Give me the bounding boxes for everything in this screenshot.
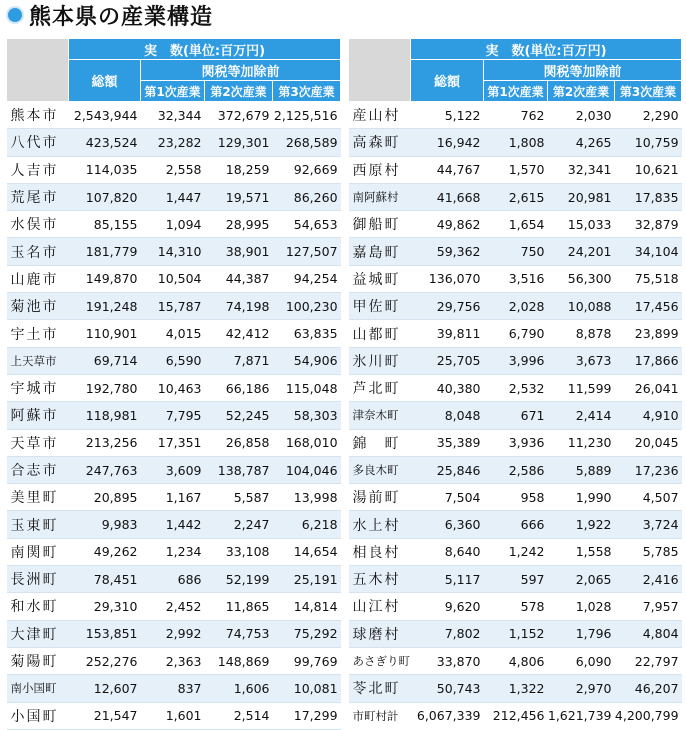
primary-value: 2,532 bbox=[484, 374, 548, 401]
secondary-value: 11,865 bbox=[205, 593, 273, 620]
municipality-name: 玉名市 bbox=[7, 238, 69, 265]
total-value: 149,870 bbox=[69, 265, 141, 292]
table-row bbox=[349, 511, 682, 538]
total-value: 8,640 bbox=[411, 538, 484, 565]
tertiary-value: 268,589 bbox=[273, 129, 341, 156]
primary-value: 1,570 bbox=[484, 156, 548, 183]
table-row bbox=[349, 102, 682, 129]
primary-value: 2,586 bbox=[484, 456, 548, 483]
primary-value: 2,028 bbox=[484, 293, 548, 320]
before-tariff-header: 関税等加除前 bbox=[484, 60, 682, 81]
secondary-value: 19,571 bbox=[205, 183, 273, 210]
table-row bbox=[349, 675, 682, 702]
primary-header: 第1次産業 bbox=[141, 81, 205, 102]
total-value: 114,035 bbox=[69, 156, 141, 183]
table-row bbox=[7, 211, 341, 238]
municipality-name: 西原村 bbox=[349, 156, 411, 183]
secondary-value: 1,028 bbox=[548, 593, 615, 620]
total-value: 247,763 bbox=[69, 456, 141, 483]
primary-value: 2,615 bbox=[484, 183, 548, 210]
primary-value: 4,806 bbox=[484, 647, 548, 674]
municipality-name: 相良村 bbox=[349, 538, 411, 565]
municipality-name: 長洲町 bbox=[7, 566, 69, 593]
secondary-value: 52,199 bbox=[205, 566, 273, 593]
municipality-name: 菊陽町 bbox=[7, 647, 69, 674]
secondary-value: 7,871 bbox=[205, 347, 273, 374]
municipality-name: 玉東町 bbox=[7, 511, 69, 538]
secondary-value: 11,230 bbox=[548, 429, 615, 456]
primary-value: 6,790 bbox=[484, 320, 548, 347]
total-value: 7,504 bbox=[411, 484, 484, 511]
table-row bbox=[7, 484, 341, 511]
total-value: 40,380 bbox=[411, 374, 484, 401]
municipality-name: 五木村 bbox=[349, 566, 411, 593]
table-row bbox=[7, 129, 341, 156]
tertiary-value: 32,879 bbox=[615, 211, 682, 238]
municipality-name: 高森町 bbox=[349, 129, 411, 156]
tertiary-value: 99,769 bbox=[273, 647, 341, 674]
secondary-value: 2,970 bbox=[548, 675, 615, 702]
municipality-name: 水上村 bbox=[349, 511, 411, 538]
secondary-value: 2,065 bbox=[548, 566, 615, 593]
tertiary-value: 94,254 bbox=[273, 265, 341, 292]
total-value: 192,780 bbox=[69, 374, 141, 401]
secondary-value: 2,414 bbox=[548, 402, 615, 429]
primary-value: 1,442 bbox=[141, 511, 205, 538]
primary-header: 第1次産業 bbox=[484, 81, 548, 102]
tertiary-value: 6,218 bbox=[273, 511, 341, 538]
table-row bbox=[349, 129, 682, 156]
table-row bbox=[349, 456, 682, 483]
tertiary-value: 25,191 bbox=[273, 566, 341, 593]
total-value: 213,256 bbox=[69, 429, 141, 456]
municipality-name: 八代市 bbox=[7, 129, 69, 156]
municipality-name: 大津町 bbox=[7, 620, 69, 647]
table-row bbox=[7, 647, 341, 674]
municipality-name: 天草市 bbox=[7, 429, 69, 456]
table-row bbox=[7, 620, 341, 647]
primary-value: 958 bbox=[484, 484, 548, 511]
primary-value: 1,234 bbox=[141, 538, 205, 565]
municipality-name: 荒尾市 bbox=[7, 183, 69, 210]
secondary-value: 44,387 bbox=[205, 265, 273, 292]
primary-value: 750 bbox=[484, 238, 548, 265]
primary-value: 3,516 bbox=[484, 265, 548, 292]
primary-value: 1,094 bbox=[141, 211, 205, 238]
secondary-value: 129,301 bbox=[205, 129, 273, 156]
tertiary-value: 22,797 bbox=[615, 647, 682, 674]
municipality-name: 湯前町 bbox=[349, 484, 411, 511]
total-value: 25,705 bbox=[411, 347, 484, 374]
tertiary-value: 34,104 bbox=[615, 238, 682, 265]
table-row bbox=[7, 183, 341, 210]
secondary-value: 52,245 bbox=[205, 402, 273, 429]
primary-value: 2,452 bbox=[141, 593, 205, 620]
total-value: 69,714 bbox=[69, 347, 141, 374]
table-row bbox=[349, 374, 682, 401]
secondary-value: 2,514 bbox=[205, 702, 273, 729]
table-row bbox=[7, 593, 341, 620]
tertiary-value: 54,906 bbox=[273, 347, 341, 374]
primary-value: 23,282 bbox=[141, 129, 205, 156]
total-value: 7,802 bbox=[411, 620, 484, 647]
table-row bbox=[7, 265, 341, 292]
municipality-name: 阿蘇市 bbox=[7, 402, 69, 429]
primary-value: 1,808 bbox=[484, 129, 548, 156]
primary-value: 686 bbox=[141, 566, 205, 593]
secondary-value: 1,922 bbox=[548, 511, 615, 538]
total-value: 49,262 bbox=[69, 538, 141, 565]
tertiary-value: 17,236 bbox=[615, 456, 682, 483]
municipality-name: 熊本市 bbox=[7, 102, 69, 129]
primary-value: 32,344 bbox=[141, 102, 205, 129]
primary-value: 1,654 bbox=[484, 211, 548, 238]
total-value: 8,048 bbox=[411, 402, 484, 429]
primary-value: 14,310 bbox=[141, 238, 205, 265]
secondary-value: 56,300 bbox=[548, 265, 615, 292]
table-row bbox=[349, 620, 682, 647]
total-value: 39,811 bbox=[411, 320, 484, 347]
municipality-name: 甲佐町 bbox=[349, 293, 411, 320]
tertiary-value: 104,046 bbox=[273, 456, 341, 483]
total-value: 49,862 bbox=[411, 211, 484, 238]
secondary-value: 38,901 bbox=[205, 238, 273, 265]
tertiary-value: 2,416 bbox=[615, 566, 682, 593]
tertiary-value: 5,785 bbox=[615, 538, 682, 565]
secondary-value: 24,201 bbox=[548, 238, 615, 265]
secondary-value: 15,033 bbox=[548, 211, 615, 238]
table-row bbox=[7, 320, 341, 347]
secondary-value: 138,787 bbox=[205, 456, 273, 483]
table-row bbox=[349, 484, 682, 511]
primary-value: 17,351 bbox=[141, 429, 205, 456]
municipality-name: 産山村 bbox=[349, 102, 411, 129]
secondary-value: 1,796 bbox=[548, 620, 615, 647]
secondary-value: 1,990 bbox=[548, 484, 615, 511]
tertiary-value: 54,653 bbox=[273, 211, 341, 238]
secondary-value: 26,858 bbox=[205, 429, 273, 456]
total-value: 5,122 bbox=[411, 102, 484, 129]
total-value: 44,767 bbox=[411, 156, 484, 183]
primary-value: 1,447 bbox=[141, 183, 205, 210]
total-value: 423,524 bbox=[69, 129, 141, 156]
table-row bbox=[7, 429, 341, 456]
municipality-name: 益城町 bbox=[349, 265, 411, 292]
tertiary-value: 4,910 bbox=[615, 402, 682, 429]
primary-value: 666 bbox=[484, 511, 548, 538]
secondary-value: 11,599 bbox=[548, 374, 615, 401]
tertiary-value: 63,835 bbox=[273, 320, 341, 347]
table-row bbox=[7, 238, 341, 265]
tertiary-value: 2,125,516 bbox=[273, 102, 341, 129]
secondary-value: 1,606 bbox=[205, 675, 273, 702]
primary-value: 1,152 bbox=[484, 620, 548, 647]
actual-header: 実 数(単位:百万円) bbox=[411, 39, 682, 60]
tertiary-value: 7,957 bbox=[615, 593, 682, 620]
total-value: 78,451 bbox=[69, 566, 141, 593]
tertiary-header: 第3次産業 bbox=[615, 81, 682, 102]
total-value: 25,846 bbox=[411, 456, 484, 483]
total-value: 50,743 bbox=[411, 675, 484, 702]
table-row bbox=[7, 374, 341, 401]
secondary-value: 2,030 bbox=[548, 102, 615, 129]
primary-value: 671 bbox=[484, 402, 548, 429]
table-row bbox=[349, 538, 682, 565]
secondary-value: 74,753 bbox=[205, 620, 273, 647]
municipality-name: 菊池市 bbox=[7, 293, 69, 320]
tertiary-value: 75,292 bbox=[273, 620, 341, 647]
municipality-name: 山都町 bbox=[349, 320, 411, 347]
table-row bbox=[7, 102, 341, 129]
tertiary-value: 10,081 bbox=[273, 675, 341, 702]
municipality-name: 氷川町 bbox=[349, 347, 411, 374]
tertiary-value: 10,621 bbox=[615, 156, 682, 183]
secondary-value: 33,108 bbox=[205, 538, 273, 565]
table-row bbox=[349, 347, 682, 374]
primary-value: 10,463 bbox=[141, 374, 205, 401]
primary-value: 2,363 bbox=[141, 647, 205, 674]
secondary-value: 148,869 bbox=[205, 647, 273, 674]
tertiary-value: 100,230 bbox=[273, 293, 341, 320]
municipality-name: 美里町 bbox=[7, 484, 69, 511]
tertiary-value: 2,290 bbox=[615, 102, 682, 129]
municipality-name: 嘉島町 bbox=[349, 238, 411, 265]
primary-value: 3,609 bbox=[141, 456, 205, 483]
municipality-name: 小国町 bbox=[7, 702, 69, 729]
table-row bbox=[349, 211, 682, 238]
secondary-value: 6,090 bbox=[548, 647, 615, 674]
table-row bbox=[349, 429, 682, 456]
tertiary-value: 168,010 bbox=[273, 429, 341, 456]
tertiary-value: 17,299 bbox=[273, 702, 341, 729]
primary-value: 597 bbox=[484, 566, 548, 593]
secondary-value: 1,558 bbox=[548, 538, 615, 565]
tertiary-value: 92,669 bbox=[273, 156, 341, 183]
primary-value: 3,936 bbox=[484, 429, 548, 456]
table-row bbox=[349, 402, 682, 429]
municipality-name: 南小国町 bbox=[7, 675, 69, 702]
secondary-value: 4,265 bbox=[548, 129, 615, 156]
tertiary-value: 14,814 bbox=[273, 593, 341, 620]
municipality-name: 山江村 bbox=[349, 593, 411, 620]
tertiary-value: 23,899 bbox=[615, 320, 682, 347]
municipality-name: 多良木町 bbox=[349, 456, 411, 483]
municipality-name: 和水町 bbox=[7, 593, 69, 620]
total-value: 29,310 bbox=[69, 593, 141, 620]
table-row bbox=[7, 538, 341, 565]
total-value: 118,981 bbox=[69, 402, 141, 429]
tertiary-value: 26,041 bbox=[615, 374, 682, 401]
secondary-value: 42,412 bbox=[205, 320, 273, 347]
total-value: 9,620 bbox=[411, 593, 484, 620]
primary-value: 837 bbox=[141, 675, 205, 702]
primary-value: 2,558 bbox=[141, 156, 205, 183]
tertiary-value: 17,456 bbox=[615, 293, 682, 320]
table-row bbox=[349, 647, 682, 674]
primary-value: 1,167 bbox=[141, 484, 205, 511]
total-value: 12,607 bbox=[69, 675, 141, 702]
tertiary-value: 127,507 bbox=[273, 238, 341, 265]
secondary-value: 5,587 bbox=[205, 484, 273, 511]
tertiary-value: 115,048 bbox=[273, 374, 341, 401]
total-header: 総額 bbox=[411, 60, 484, 102]
industry-table-left bbox=[6, 38, 341, 730]
tertiary-value: 14,654 bbox=[273, 538, 341, 565]
primary-value: 10,504 bbox=[141, 265, 205, 292]
tertiary-value: 58,303 bbox=[273, 402, 341, 429]
primary-value: 2,992 bbox=[141, 620, 205, 647]
secondary-value: 372,679 bbox=[205, 102, 273, 129]
tertiary-value: 4,200,799 bbox=[614, 708, 679, 724]
total-value: 252,276 bbox=[69, 647, 141, 674]
table-row bbox=[349, 238, 682, 265]
total-value: 29,756 bbox=[411, 293, 484, 320]
tertiary-value: 4,804 bbox=[615, 620, 682, 647]
secondary-value: 18,259 bbox=[205, 156, 273, 183]
municipality-name: 南阿蘇村 bbox=[349, 183, 411, 210]
secondary-value: 10,088 bbox=[548, 293, 615, 320]
municipality-name: 合志市 bbox=[7, 456, 69, 483]
total-value: 6,067,339 bbox=[416, 708, 481, 724]
secondary-header: 第2次産業 bbox=[205, 81, 273, 102]
title-text: 熊本県の産業構造 bbox=[29, 4, 214, 30]
table-row bbox=[7, 347, 341, 374]
total-value: 6,360 bbox=[411, 511, 484, 538]
corner-cell bbox=[7, 39, 69, 102]
primary-value: 15,787 bbox=[141, 293, 205, 320]
table-row bbox=[7, 402, 341, 429]
primary-value: 4,015 bbox=[141, 320, 205, 347]
primary-value: 7,795 bbox=[141, 402, 205, 429]
municipality-name: 南関町 bbox=[7, 538, 69, 565]
municipality-name: あさぎり町 bbox=[349, 647, 411, 674]
total-value: 2,543,944 bbox=[69, 102, 141, 129]
total-value: 191,248 bbox=[69, 293, 141, 320]
primary-value: 1,322 bbox=[484, 675, 548, 702]
total-value: 5,117 bbox=[411, 566, 484, 593]
municipality-name: 錦 町 bbox=[349, 429, 411, 456]
municipality-name: 水俣市 bbox=[7, 211, 69, 238]
bullet-icon bbox=[6, 6, 24, 24]
table-row bbox=[7, 293, 341, 320]
secondary-value: 2,247 bbox=[205, 511, 273, 538]
tertiary-value: 20,045 bbox=[615, 429, 682, 456]
primary-value: 762 bbox=[484, 102, 548, 129]
secondary-value: 20,981 bbox=[548, 183, 615, 210]
total-value: 41,668 bbox=[411, 183, 484, 210]
table-row bbox=[349, 566, 682, 593]
table-row bbox=[7, 456, 341, 483]
total-value: 35,389 bbox=[411, 429, 484, 456]
corner-cell bbox=[349, 39, 411, 102]
tertiary-value: 46,207 bbox=[615, 675, 682, 702]
table-row bbox=[349, 593, 682, 620]
table-row bbox=[349, 320, 682, 347]
table-row bbox=[349, 183, 682, 210]
actual-header: 実 数(単位:百万円) bbox=[69, 39, 341, 60]
secondary-value: 8,878 bbox=[548, 320, 615, 347]
tertiary-value: 10,759 bbox=[615, 129, 682, 156]
secondary-value: 74,198 bbox=[205, 293, 273, 320]
table-row bbox=[7, 566, 341, 593]
tertiary-value: 4,507 bbox=[615, 484, 682, 511]
municipality-name: 宇城市 bbox=[7, 374, 69, 401]
table-row bbox=[7, 675, 341, 702]
tertiary-value: 17,835 bbox=[615, 183, 682, 210]
table-row bbox=[349, 156, 682, 183]
municipality-name: 御船町 bbox=[349, 211, 411, 238]
industry-table-right bbox=[348, 38, 682, 729]
total-value: 153,851 bbox=[69, 620, 141, 647]
primary-value: 212,456 bbox=[492, 708, 545, 724]
total-value: 181,779 bbox=[69, 238, 141, 265]
total-value: 110,901 bbox=[69, 320, 141, 347]
secondary-value: 5,889 bbox=[548, 456, 615, 483]
total-value: 20,895 bbox=[69, 484, 141, 511]
municipality-name: 宇土市 bbox=[7, 320, 69, 347]
tertiary-value: 3,724 bbox=[615, 511, 682, 538]
primary-value: 3,996 bbox=[484, 347, 548, 374]
total-value: 107,820 bbox=[69, 183, 141, 210]
secondary-value: 66,186 bbox=[205, 374, 273, 401]
primary-value: 6,590 bbox=[141, 347, 205, 374]
table-row bbox=[7, 511, 341, 538]
table-row bbox=[7, 156, 341, 183]
before-tariff-header: 関税等加除前 bbox=[141, 60, 341, 81]
municipality-name: 人吉市 bbox=[7, 156, 69, 183]
municipality-name: 上天草市 bbox=[7, 347, 69, 374]
total-value: 16,942 bbox=[411, 129, 484, 156]
tertiary-header: 第3次産業 bbox=[273, 81, 341, 102]
tertiary-value: 75,518 bbox=[615, 265, 682, 292]
municipality-name: 苓北町 bbox=[349, 675, 411, 702]
table-row bbox=[349, 265, 682, 292]
secondary-header: 第2次産業 bbox=[548, 81, 615, 102]
page-title bbox=[6, 0, 213, 30]
secondary-value: 32,341 bbox=[548, 156, 615, 183]
primary-value: 578 bbox=[484, 593, 548, 620]
total-value: 136,070 bbox=[411, 265, 484, 292]
municipality-name: 津奈木町 bbox=[349, 402, 411, 429]
table-row bbox=[349, 293, 682, 320]
municipality-name: 球磨村 bbox=[349, 620, 411, 647]
total-value: 21,547 bbox=[69, 702, 141, 729]
total-value: 85,155 bbox=[69, 211, 141, 238]
primary-value: 1,242 bbox=[484, 538, 548, 565]
total-value: 9,983 bbox=[69, 511, 141, 538]
total-value: 59,362 bbox=[411, 238, 484, 265]
secondary-value: 1,621,739 bbox=[547, 708, 612, 724]
tertiary-value: 17,866 bbox=[615, 347, 682, 374]
municipality-name: 芦北町 bbox=[349, 374, 411, 401]
tertiary-value: 86,260 bbox=[273, 183, 341, 210]
total-header: 総額 bbox=[69, 60, 141, 102]
table-row bbox=[349, 702, 682, 729]
municipality-name: 山鹿市 bbox=[7, 265, 69, 292]
tertiary-value: 13,998 bbox=[273, 484, 341, 511]
secondary-value: 3,673 bbox=[548, 347, 615, 374]
total-value: 33,870 bbox=[411, 647, 484, 674]
primary-value: 1,601 bbox=[141, 702, 205, 729]
municipality-name: 市町村計 bbox=[352, 708, 399, 723]
secondary-value: 28,995 bbox=[205, 211, 273, 238]
